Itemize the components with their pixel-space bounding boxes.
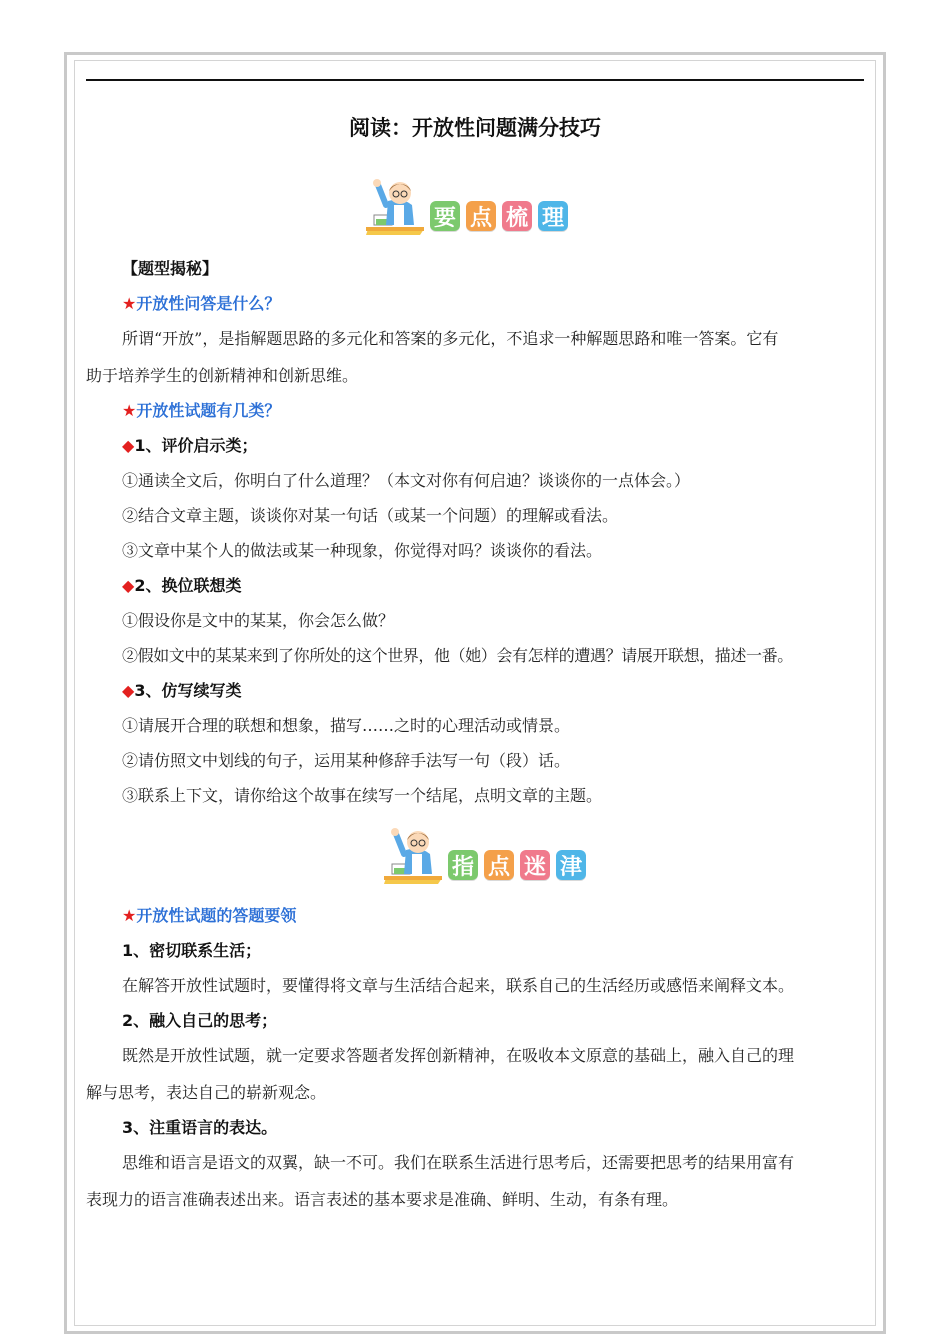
- banner-guidance: [382, 824, 586, 886]
- list-item: ②假如文中的某某来到了你所处的这个世界，他（她）会有怎样的遭遇？请展开联想，描述一番。: [122, 646, 793, 665]
- diamond-icon: ◆: [122, 436, 135, 455]
- banner-tile: 要: [430, 201, 460, 231]
- list-item: ②结合文章主题，谈谈你对某一句话（或某一个问题）的理解或看法。: [122, 506, 619, 525]
- section-heading: 【题型揭秘】: [122, 259, 219, 278]
- list-item: ①假设你是文中的某某，你会怎么做？: [122, 611, 395, 630]
- student-reading-icon: [364, 175, 428, 237]
- header-rule: [86, 79, 864, 81]
- paragraph: 所谓“开放”，是指解题思路的多元化和答案的多元化，不追求一种解题思路和唯一答案。它有: [122, 329, 779, 348]
- list-item: ③文章中某个人的做法或某一种现象，你觉得对吗？谈谈你的看法。: [122, 541, 603, 560]
- paragraph: 思维和语言是语文的双翼，缺一不可。我们在联系生活进行思考后，还需要把思考的结果用富有: [122, 1153, 795, 1172]
- paragraph: 既然是开放性试题，就一定要求答题者发挥创新精神，在吸收本文原意的基础上，融入自己的理: [122, 1046, 795, 1065]
- banner-tile: 津: [556, 850, 586, 880]
- type-heading: ◆1、评价启示类；: [122, 436, 258, 455]
- question-heading: ★开放性试题有几类？: [122, 401, 281, 420]
- paragraph: 解与思考，表达自己的崭新观念。: [86, 1083, 327, 1102]
- banner-tile: 指: [448, 850, 478, 880]
- diamond-icon: ◆: [122, 681, 135, 700]
- banner-tile: 理: [538, 201, 568, 231]
- banner-tile: 点: [484, 850, 514, 880]
- question-heading: ★开放性问答是什么？: [122, 294, 281, 313]
- document-title: 阅读：开放性问题满分技巧: [349, 116, 601, 140]
- student-reading-icon: [382, 824, 446, 886]
- banner-tile: 点: [466, 201, 496, 231]
- type-heading: ◆3、仿写续写类: [122, 681, 242, 700]
- banner-tile: 迷: [520, 850, 550, 880]
- paragraph: 助于培养学生的创新精神和创新思维。: [86, 366, 359, 385]
- question-heading: ★开放性试题的答题要领: [122, 906, 297, 925]
- star-icon: ★: [122, 401, 137, 420]
- tip-heading: 3、注重语言的表达。: [122, 1118, 278, 1137]
- star-icon: ★: [122, 906, 137, 925]
- tip-heading: 1、密切联系生活；: [122, 941, 262, 960]
- list-item: ①请展开合理的联想和想象，描写……之时的心理活动或情景。: [122, 716, 571, 735]
- banner-key-points: [364, 175, 568, 237]
- list-item: ①通读全文后，你明白了什么道理？（本文对你有何启迪？谈谈你的一点体会。）: [122, 471, 691, 490]
- banner-tile: 梳: [502, 201, 532, 231]
- paragraph: 表现力的语言准确表述出来。语言表述的基本要求是准确、鲜明、生动，有条有理。: [86, 1190, 679, 1209]
- paragraph: 在解答开放性试题时，要懂得将文章与生活结合起来，联系自己的生活经历或感悟来阐释文本。: [122, 976, 795, 995]
- diamond-icon: ◆: [122, 576, 135, 595]
- type-heading: ◆2、换位联想类: [122, 576, 242, 595]
- list-item: ③联系上下文，请你给这个故事在续写一个结尾，点明文章的主题。: [122, 786, 603, 805]
- star-icon: ★: [122, 294, 137, 313]
- tip-heading: 2、融入自己的思考；: [122, 1011, 278, 1030]
- list-item: ②请仿照文中划线的句子，运用某种修辞手法写一句（段）话。: [122, 751, 571, 770]
